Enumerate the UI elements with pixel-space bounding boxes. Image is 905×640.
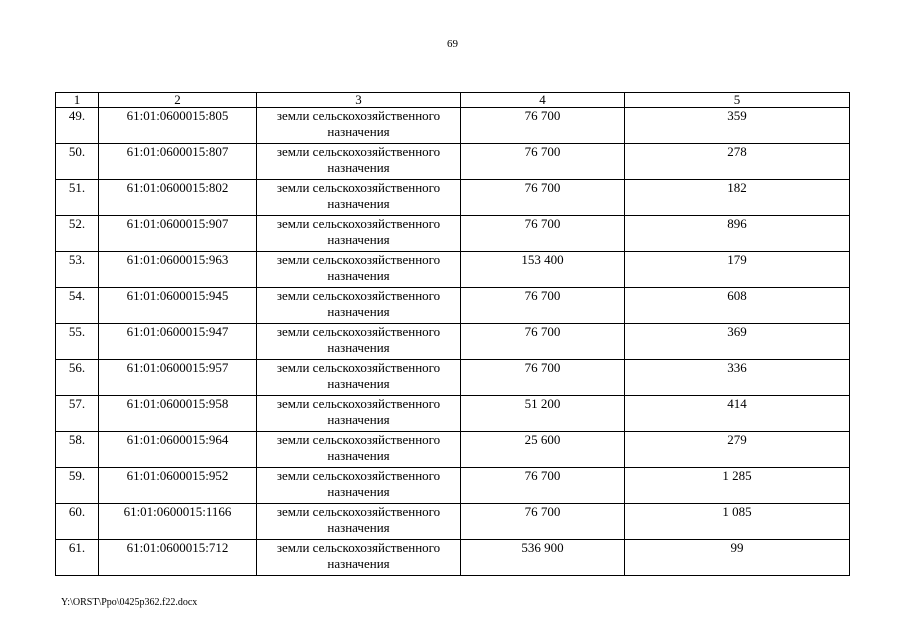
column-header-2: 2 (99, 93, 257, 108)
row-number-cell: 60. (56, 504, 99, 540)
table-row (56, 504, 850, 540)
land-category-cell: земли сельскохозяйственного назначения (257, 108, 461, 144)
value-cell: 99 (625, 540, 850, 576)
row-number-cell: 55. (56, 324, 99, 360)
row-number-cell: 61. (56, 540, 99, 576)
land-category-cell: земли сельскохозяйственного назначения (257, 144, 461, 180)
cadastral-number-cell: 61:01:0600015:958 (99, 396, 257, 432)
row-number-cell: 54. (56, 288, 99, 324)
value-cell: 278 (625, 144, 850, 180)
land-category-cell: земли сельскохозяйственного назначения (257, 216, 461, 252)
area-cell: 76 700 (461, 360, 625, 396)
row-number-cell: 52. (56, 216, 99, 252)
column-header-5: 5 (625, 93, 850, 108)
land-category-cell: земли сельскохозяйственного назначения (257, 324, 461, 360)
cadastral-number-cell: 61:01:0600015:945 (99, 288, 257, 324)
table-row (56, 288, 850, 324)
cadastral-number-cell: 61:01:0600015:964 (99, 432, 257, 468)
cadastral-number-cell: 61:01:0600015:1166 (99, 504, 257, 540)
table-header-row (56, 93, 850, 108)
value-cell: 414 (625, 396, 850, 432)
page-number: 69 (447, 38, 458, 50)
value-cell: 1 085 (625, 504, 850, 540)
value-cell: 896 (625, 216, 850, 252)
cadastral-number-cell: 61:01:0600015:802 (99, 180, 257, 216)
table-row (56, 468, 850, 504)
row-number-cell: 51. (56, 180, 99, 216)
land-category-cell: земли сельскохозяйственного назначения (257, 432, 461, 468)
cadastral-number-cell: 61:01:0600015:807 (99, 144, 257, 180)
cadastral-number-cell: 61:01:0600015:952 (99, 468, 257, 504)
table-row (56, 396, 850, 432)
area-cell: 76 700 (461, 504, 625, 540)
column-header-3: 3 (257, 93, 461, 108)
value-cell: 179 (625, 252, 850, 288)
row-number-cell: 57. (56, 396, 99, 432)
column-header-1: 1 (56, 93, 99, 108)
row-number-cell: 58. (56, 432, 99, 468)
land-category-cell: земли сельскохозяйственного назначения (257, 468, 461, 504)
value-cell: 608 (625, 288, 850, 324)
land-plots-table (55, 92, 850, 576)
cadastral-number-cell: 61:01:0600015:963 (99, 252, 257, 288)
area-cell: 76 700 (461, 216, 625, 252)
area-cell: 76 700 (461, 108, 625, 144)
table-row (56, 432, 850, 468)
cadastral-number-cell: 61:01:0600015:907 (99, 216, 257, 252)
cadastral-number-cell: 61:01:0600015:712 (99, 540, 257, 576)
table-row (56, 360, 850, 396)
column-header-4: 4 (461, 93, 625, 108)
table-row (56, 144, 850, 180)
row-number-cell: 49. (56, 108, 99, 144)
area-cell: 51 200 (461, 396, 625, 432)
area-cell: 76 700 (461, 144, 625, 180)
cadastral-number-cell: 61:01:0600015:957 (99, 360, 257, 396)
value-cell: 369 (625, 324, 850, 360)
value-cell: 336 (625, 360, 850, 396)
area-cell: 76 700 (461, 468, 625, 504)
row-number-cell: 50. (56, 144, 99, 180)
row-number-cell: 59. (56, 468, 99, 504)
cadastral-number-cell: 61:01:0600015:805 (99, 108, 257, 144)
table-row (56, 216, 850, 252)
land-category-cell: земли сельскохозяйственного назначения (257, 360, 461, 396)
area-cell: 25 600 (461, 432, 625, 468)
table-row (56, 180, 850, 216)
area-cell: 76 700 (461, 288, 625, 324)
area-cell: 153 400 (461, 252, 625, 288)
cadastral-number-cell: 61:01:0600015:947 (99, 324, 257, 360)
land-category-cell: земли сельскохозяйственного назначения (257, 504, 461, 540)
land-category-cell: земли сельскохозяйственного назначения (257, 288, 461, 324)
table-row (56, 108, 850, 144)
area-cell: 76 700 (461, 180, 625, 216)
land-category-cell: земли сельскохозяйственного назначения (257, 180, 461, 216)
row-number-cell: 56. (56, 360, 99, 396)
table-row (56, 540, 850, 576)
value-cell: 182 (625, 180, 850, 216)
land-category-cell: земли сельскохозяйственного назначения (257, 396, 461, 432)
land-category-cell: земли сельскохозяйственного назначения (257, 540, 461, 576)
table-row (56, 324, 850, 360)
value-cell: 279 (625, 432, 850, 468)
value-cell: 1 285 (625, 468, 850, 504)
row-number-cell: 53. (56, 252, 99, 288)
land-category-cell: земли сельскохозяйственного назначения (257, 252, 461, 288)
area-cell: 536 900 (461, 540, 625, 576)
document-file-path: Y:\ORST\Ppo\0425p362.f22.docx (61, 597, 198, 608)
table-row (56, 252, 850, 288)
value-cell: 359 (625, 108, 850, 144)
area-cell: 76 700 (461, 324, 625, 360)
